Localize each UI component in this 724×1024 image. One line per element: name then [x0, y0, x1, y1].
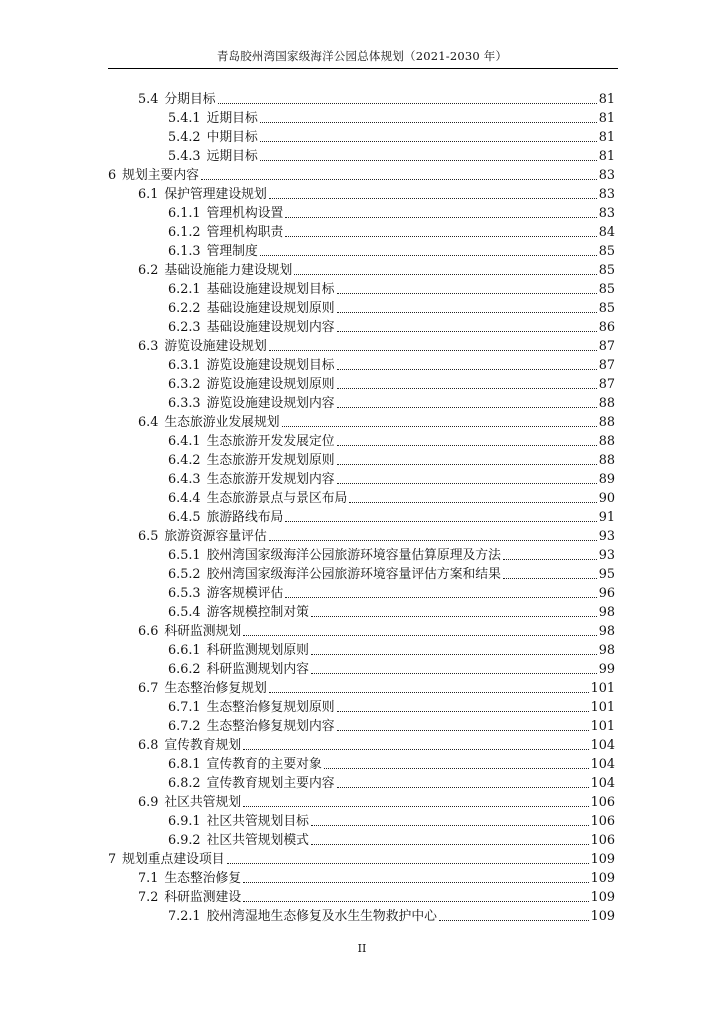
toc-entry-title: 规划主要内容 — [122, 168, 199, 183]
toc-dot-leader — [269, 692, 589, 693]
toc-entry-page: 109 — [590, 909, 615, 924]
toc-entry-number: 6.1.2 — [168, 225, 201, 240]
toc-entry[interactable] — [108, 164, 615, 183]
toc-entry-number: 6.4.5 — [168, 510, 201, 525]
toc-entry-title: 科研监测规划 — [164, 624, 242, 639]
toc-entry-title: 生态整治修复规划 — [164, 681, 267, 696]
toc-entry-title: 科研监测规划原则 — [206, 643, 309, 658]
toc-entry-number: 6.9.1 — [168, 814, 201, 829]
toc-entry-title: 游览设施建设规划 — [164, 339, 267, 354]
toc-entry-title: 旅游资源容量评估 — [164, 529, 267, 544]
toc-entry-number: 6.9 — [138, 795, 159, 810]
toc-entry-page: 84 — [598, 225, 615, 240]
toc-entry-title: 胶州湾国家级海洋公园旅游环境容量估算原理及方法 — [206, 548, 501, 563]
toc-entry-number: 6.5 — [138, 529, 159, 544]
toc-entry[interactable] — [108, 468, 615, 487]
toc-entry[interactable] — [108, 886, 615, 905]
toc-entry[interactable] — [108, 772, 615, 791]
toc-entry-title: 中期目标 — [206, 130, 258, 145]
toc-entry-title: 生态旅游开发发展定位 — [206, 434, 335, 449]
toc-entry-page: 88 — [598, 415, 615, 430]
toc-entry-title: 社区共管规划目标 — [206, 814, 309, 829]
toc-dot-leader — [285, 521, 596, 522]
toc-dot-leader — [349, 502, 596, 503]
toc-entry-title: 宣传教育规划 — [164, 738, 242, 753]
toc-dot-leader — [337, 711, 589, 712]
toc-entry[interactable] — [108, 677, 615, 696]
toc-dot-leader — [269, 540, 597, 541]
toc-dot-leader — [282, 426, 597, 427]
toc-entry-number: 6.7 — [138, 681, 159, 696]
toc-entry[interactable] — [108, 278, 615, 297]
toc-entry-number: 6.2.2 — [168, 301, 201, 316]
toc-entry[interactable] — [108, 487, 615, 506]
toc-dot-leader — [260, 122, 597, 123]
toc-entry-title: 生态旅游开发规划原则 — [206, 453, 335, 468]
toc-entry-number: 7.2 — [138, 890, 159, 905]
toc-entry-title: 生态旅游景点与景区布局 — [206, 491, 348, 506]
toc-entry-page: 87 — [598, 377, 615, 392]
toc-entry-page: 93 — [598, 548, 615, 563]
toc-entry-page: 104 — [590, 738, 615, 753]
toc-entry[interactable] — [108, 829, 615, 848]
toc-entry-number: 6.7.2 — [168, 719, 201, 734]
toc-dot-leader — [243, 901, 588, 902]
toc-entry-title: 规划重点建设项目 — [122, 852, 225, 867]
toc-entry[interactable] — [108, 240, 615, 259]
toc-entry[interactable] — [108, 582, 615, 601]
toc-entry[interactable] — [108, 373, 615, 392]
toc-dot-leader — [311, 616, 597, 617]
toc-dot-leader — [269, 198, 597, 199]
toc-dot-leader — [337, 464, 597, 465]
toc-entry-number: 5.4.2 — [168, 130, 201, 145]
toc-entry-title: 游客规模评估 — [206, 586, 284, 601]
toc-entry-page: 91 — [598, 510, 615, 525]
toc-entry-page: 109 — [590, 852, 615, 867]
toc-dot-leader — [311, 673, 597, 674]
toc-entry-title: 社区共管规划模式 — [206, 833, 309, 848]
toc-entry[interactable] — [108, 259, 615, 278]
toc-dot-leader — [311, 654, 597, 655]
toc-entry[interactable] — [108, 316, 615, 335]
toc-entry-page: 85 — [598, 301, 615, 316]
toc-entry[interactable] — [108, 544, 615, 563]
toc-entry[interactable] — [108, 620, 615, 639]
toc-dot-leader — [337, 369, 597, 370]
toc-entry-title: 生态整治修复规划原则 — [206, 700, 335, 715]
toc-entry[interactable] — [108, 335, 615, 354]
toc-entry[interactable] — [108, 810, 615, 829]
toc-entry-page: 93 — [598, 529, 615, 544]
toc-dot-leader — [260, 141, 597, 142]
toc-dot-leader — [337, 331, 597, 332]
toc-entry[interactable] — [108, 145, 615, 164]
toc-entry[interactable] — [108, 354, 615, 373]
toc-entry[interactable] — [108, 715, 615, 734]
toc-entry-number: 7 — [108, 852, 117, 867]
toc-entry-page: 88 — [598, 453, 615, 468]
toc-entry-page: 98 — [598, 605, 615, 620]
toc-entry-title: 科研监测规划内容 — [206, 662, 309, 677]
toc-entry[interactable] — [108, 88, 615, 107]
toc-entry-page: 109 — [590, 871, 615, 886]
toc-entry-title: 分期目标 — [164, 92, 216, 107]
toc-entry-title: 游客规模控制对策 — [206, 605, 309, 620]
toc-dot-leader — [285, 217, 596, 218]
toc-entry-page: 83 — [598, 206, 615, 221]
toc-entry[interactable] — [108, 905, 615, 924]
toc-entry-number: 6.6.2 — [168, 662, 201, 677]
toc-entry-page: 81 — [598, 111, 615, 126]
toc-entry-page: 95 — [598, 567, 615, 582]
toc-entry-title: 近期目标 — [206, 111, 258, 126]
toc-dot-leader — [269, 350, 597, 351]
toc-entry-title: 基础设施建设规划内容 — [206, 320, 335, 335]
toc-entry-title: 生态旅游业发展规划 — [164, 415, 280, 430]
toc-entry-page: 87 — [598, 339, 615, 354]
toc-entry-title: 生态整治修复规划内容 — [206, 719, 335, 734]
toc-entry-page: 98 — [598, 624, 615, 639]
toc-entry-number: 6.1.1 — [168, 206, 201, 221]
toc-entry-page: 81 — [598, 130, 615, 145]
toc-entry-number: 6.6 — [138, 624, 159, 639]
toc-entry[interactable] — [108, 430, 615, 449]
toc-dot-leader — [201, 179, 597, 180]
toc-dot-leader — [243, 806, 588, 807]
toc-entry[interactable] — [108, 506, 615, 525]
toc-dot-leader — [260, 160, 597, 161]
toc-entry-page: 83 — [598, 168, 615, 183]
toc-entry-page: 101 — [590, 700, 615, 715]
toc-entry-number: 5.4 — [138, 92, 159, 107]
toc-entry-page: 99 — [598, 662, 615, 677]
toc-entry-number: 6 — [108, 168, 117, 183]
header-divider — [108, 68, 618, 69]
toc-entry[interactable] — [108, 601, 615, 620]
toc-entry-page: 106 — [590, 795, 615, 810]
toc-entry-number: 6.4.1 — [168, 434, 201, 449]
toc-entry-title: 基础设施建设规划原则 — [206, 301, 335, 316]
page-header: 青岛胶州湾国家级海洋公园总体规划（2021-2030 年） — [216, 49, 508, 63]
toc-entry-page: 85 — [598, 244, 615, 259]
toc-entry-number: 6.5.2 — [168, 567, 201, 582]
toc-entry-number: 5.4.1 — [168, 111, 201, 126]
toc-entry-number: 6.1 — [138, 187, 159, 202]
toc-entry-page: 101 — [590, 681, 615, 696]
toc-entry-number: 6.1.3 — [168, 244, 201, 259]
toc-dot-leader — [285, 236, 596, 237]
toc-entry-number: 6.2 — [138, 263, 159, 278]
toc-dot-leader — [243, 635, 597, 636]
toc-entry-title: 胶州湾国家级海洋公园旅游环境容量评估方案和结果 — [206, 567, 501, 582]
toc-entry-title: 管理机构设置 — [206, 206, 284, 221]
toc-entry[interactable] — [108, 126, 615, 145]
toc-entry-title: 旅游路线布局 — [206, 510, 284, 525]
toc-entry[interactable] — [108, 734, 615, 753]
toc-dot-leader — [243, 882, 588, 883]
toc-entry-number: 6.3.2 — [168, 377, 201, 392]
toc-entry[interactable] — [108, 107, 615, 126]
toc-entry-title: 宣传教育规划主要内容 — [206, 776, 335, 791]
toc-entry-page: 104 — [590, 776, 615, 791]
toc-entry[interactable] — [108, 183, 615, 202]
toc-entry[interactable] — [108, 791, 615, 810]
toc-entry-page: 90 — [598, 491, 615, 506]
toc-entry[interactable] — [108, 639, 615, 658]
toc-dot-leader — [337, 445, 597, 446]
toc-entry[interactable] — [108, 753, 615, 772]
toc-entry-number: 6.5.3 — [168, 586, 201, 601]
toc-entry-number: 7.1 — [138, 871, 159, 886]
toc-entry-number: 5.4.3 — [168, 149, 201, 164]
toc-dot-leader — [294, 274, 596, 275]
toc-entry-title: 基础设施能力建设规划 — [164, 263, 293, 278]
toc-entry[interactable] — [108, 221, 615, 240]
toc-entry-number: 6.8 — [138, 738, 159, 753]
toc-dot-leader — [503, 559, 597, 560]
toc-entry-page: 109 — [590, 890, 615, 905]
toc-entry-number: 6.4.2 — [168, 453, 201, 468]
toc-entry-number: 6.4.3 — [168, 472, 201, 487]
toc-entry-number: 6.9.2 — [168, 833, 201, 848]
toc-entry-page: 106 — [590, 814, 615, 829]
toc-entry-page: 101 — [590, 719, 615, 734]
toc-entry[interactable] — [108, 525, 615, 544]
toc-entry-title: 游览设施建设规划原则 — [206, 377, 335, 392]
toc-entry-number: 6.6.1 — [168, 643, 201, 658]
toc-entry[interactable] — [108, 658, 615, 677]
toc-entry-title: 游览设施建设规划目标 — [206, 358, 335, 373]
toc-entry-title: 社区共管规划 — [164, 795, 242, 810]
toc-entry-title: 游览设施建设规划内容 — [206, 396, 335, 411]
toc-entry-title: 生态旅游开发规划内容 — [206, 472, 335, 487]
toc-entry-title: 管理制度 — [206, 244, 258, 259]
toc-dot-leader — [243, 749, 588, 750]
toc-dot-leader — [311, 844, 589, 845]
toc-entry-title: 远期目标 — [206, 149, 258, 164]
page-number: II — [357, 942, 367, 955]
toc-dot-leader — [337, 388, 597, 389]
toc-dot-leader — [260, 255, 597, 256]
toc-entry[interactable] — [108, 867, 615, 886]
toc-entry-title: 胶州湾湿地生态修复及水生生物救护中心 — [206, 909, 437, 924]
toc-dot-leader — [337, 407, 597, 408]
toc-entry[interactable] — [108, 696, 615, 715]
toc-entry-page: 96 — [598, 586, 615, 601]
toc-entry-title: 科研监测建设 — [164, 890, 242, 905]
toc-dot-leader — [324, 768, 589, 769]
toc-dot-leader — [337, 483, 597, 484]
toc-entry[interactable] — [108, 848, 615, 867]
toc-dot-leader — [337, 293, 597, 294]
toc-entry-number: 6.2.3 — [168, 320, 201, 335]
toc-entry[interactable] — [108, 202, 615, 221]
toc-dot-leader — [503, 578, 597, 579]
toc-entry-number: 6.4 — [138, 415, 159, 430]
toc-entry-page: 104 — [590, 757, 615, 772]
toc-entry-page: 89 — [598, 472, 615, 487]
toc-dot-leader — [439, 920, 589, 921]
toc-entry-page: 81 — [598, 149, 615, 164]
toc-entry-number: 6.3.3 — [168, 396, 201, 411]
toc-entry-number: 6.5.4 — [168, 605, 201, 620]
toc-entry-number: 6.5.1 — [168, 548, 201, 563]
toc-entry-page: 88 — [598, 434, 615, 449]
toc-entry-page: 88 — [598, 396, 615, 411]
toc-entry-number: 6.7.1 — [168, 700, 201, 715]
toc-entry-number: 6.3.1 — [168, 358, 201, 373]
toc-dot-leader — [227, 863, 589, 864]
toc-dot-leader — [337, 787, 589, 788]
toc-dot-leader — [311, 825, 589, 826]
toc-entry-page: 81 — [598, 92, 615, 107]
toc-dot-leader — [218, 103, 597, 104]
toc-dot-leader — [337, 730, 589, 731]
toc-entry-page: 98 — [598, 643, 615, 658]
table-of-contents — [108, 88, 615, 924]
toc-entry-number: 6.4.4 — [168, 491, 201, 506]
toc-entry-title: 基础设施建设规划目标 — [206, 282, 335, 297]
toc-entry-title: 保护管理建设规划 — [164, 187, 267, 202]
toc-entry[interactable] — [108, 297, 615, 316]
toc-entry[interactable] — [108, 449, 615, 468]
toc-entry-number: 6.2.1 — [168, 282, 201, 297]
toc-entry-number: 7.2.1 — [168, 909, 201, 924]
toc-entry-title: 宣传教育的主要对象 — [206, 757, 322, 772]
toc-entry-number: 6.8.2 — [168, 776, 201, 791]
toc-entry[interactable] — [108, 563, 615, 582]
toc-entry-title: 管理机构职责 — [206, 225, 284, 240]
toc-dot-leader — [285, 597, 596, 598]
toc-entry-page: 106 — [590, 833, 615, 848]
toc-entry-number: 6.3 — [138, 339, 159, 354]
toc-entry-page: 85 — [598, 263, 615, 278]
toc-entry-number: 6.8.1 — [168, 757, 201, 772]
toc-entry-page: 86 — [598, 320, 615, 335]
toc-entry-page: 87 — [598, 358, 615, 373]
toc-entry-page: 85 — [598, 282, 615, 297]
toc-dot-leader — [337, 312, 597, 313]
toc-entry-title: 生态整治修复 — [164, 871, 242, 886]
toc-entry[interactable] — [108, 392, 615, 411]
toc-entry[interactable] — [108, 411, 615, 430]
toc-entry-page: 83 — [598, 187, 615, 202]
